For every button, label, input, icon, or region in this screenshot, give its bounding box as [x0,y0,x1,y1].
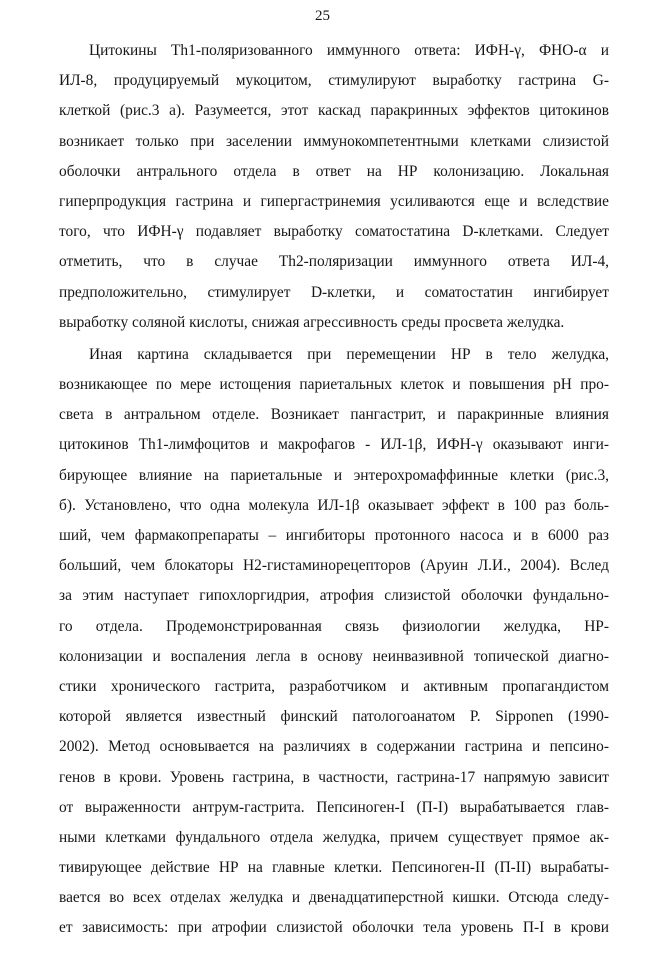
text-line: от выраженности антрум-гастрита. Пепсиноген-I (П-I) вырабатывается глав- [59,798,609,816]
text-line: колонизации и воспаления легла в основу неинвазивной топической диагно- [59,647,609,665]
text-line: ными клетками фундального отдела желудка, причем существует прямое ак- [59,828,609,846]
paragraph [59,340,609,944]
text-line: Цитокины Th1-поляризованного иммунного ответа: ИФН-γ, ФНО-α и [89,42,609,59]
text-line: генов в крови. Уровень гастрина, в частности, гастрина-17 напрямую зависит [59,768,609,786]
text-line: гиперпродукция гастрина и гипергастринемия усиливаются еще и вследствие [59,192,609,210]
paragraph [59,36,609,338]
text-line: вается во всех отделах желудка и двенадцатиперстной кишки. Отсюда следу- [59,889,609,907]
text-line: бирующее влияние на париетальные и энтерохромаффинные клетки (рис.3, [59,466,609,484]
text-line: цитокинов Th1-лимфоцитов и макрофагов - ИЛ-1β, ИФН-γ оказывают инги- [59,436,609,454]
text-line: выработку соляной кислоты, снижая агрессивность среды просвета желудка. [59,313,565,331]
page-number: 25 [315,8,330,24]
text-line: оболочки антрального отдела в ответ на НР колонизацию. Локальная [59,162,609,180]
text-line: ет зависимость: при атрофии слизистой оболочки тела уровень П-I в крови [59,919,609,937]
text-line: ший, чем фармакопрепараты – ингибиторы протонного насоса и в 6000 раз [59,527,609,544]
text-line: которой является известный финский патологоанатом P. Sipponen (1990- [59,708,609,726]
text-line: возникает только при заселении иммунокомпетентными клетками слизистой [59,132,609,150]
text-line: того, что ИФН-γ подавляет выработку соматостатина D-клетками. Следует [59,223,609,241]
text-line: света в антральном отделе. Возникает пангастрит, и паракринные влияния [59,406,609,424]
text-line: предположительно, стимулирует D-клетки, и соматостатин ингибирует [59,283,609,301]
text-line: больший, чем блокаторы Н2-гистаминорецепторов (Аруин Л.И., 2004). Вслед [59,557,609,575]
text-line: возникающее по мере истощения париетальных клеток и повышения рН про- [59,376,609,394]
text-line: ИЛ-8, продуцируемый мукоцитом, стимулируют выработку гастрина G- [59,72,609,90]
text-line: Иная картина складывается при перемещении НР в тело желудка, [89,345,609,363]
text-line: тивирующее действие НР на главные клетки. Пепсиноген-II (П-II) вырабаты- [59,859,609,877]
text-line: 2002). Метод основывается на различиях в содержании гастрина и пепсино- [59,738,609,756]
text-line: б). Установлено, что одна молекула ИЛ-1β оказывает эффект в 100 раз боль- [59,496,609,514]
document-body [59,36,609,944]
text-line: отметить, что в случае Th2-поляризации иммунного ответа ИЛ-4, [59,253,609,271]
text-line: клеткой (рис.3 а). Разумеется, этот каскад паракринных эффектов цитокинов [59,102,609,120]
text-line: за этим наступает гипохлоргидрия, атрофия слизистой оболочки фундально- [59,587,609,605]
text-line: го отдела. Продемонстрированная связь физиологии желудка, НР- [59,617,609,635]
text-line: стики хронического гастрита, разработчиком и активным пропагандистом [59,677,609,695]
